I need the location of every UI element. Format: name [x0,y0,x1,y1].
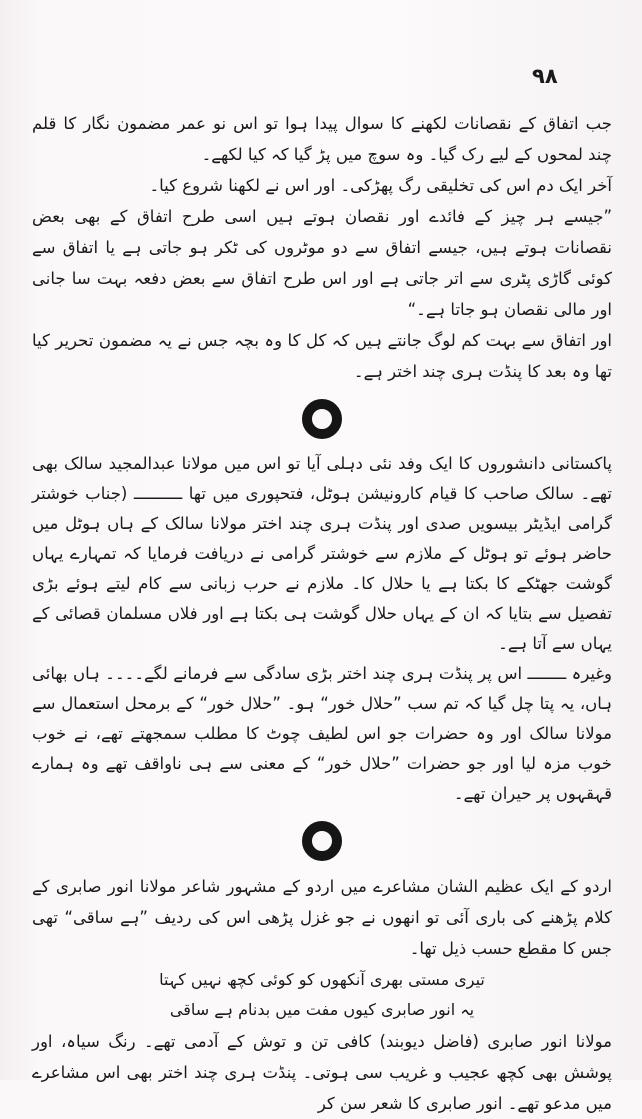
paragraph-halal-khor-punchline: وغیرہ ــــــــ اس پر پنڈت ہری چند اختر بڑی سادگی سے فرمانے لگے۔۔۔۔ ہاں بھائی ہاں، یہ پتا چل گیا کہ تم سب ”حلال خور“ ہو۔ ”حلال خور“ کے برمحل استعمال سے مولانا سالک اور وہ حضرات جو اس لطیف چوٹ کا مطلب سمجھتے تھے، نے خوب خوب مزہ لیا اور جو حضرات ”حلال خور“ کے معنی سے ہی ناواقف تھے وہ ہمارے قہقہوں پر حیران تھے۔ [32,664,612,803]
section-divider-ring-icon [302,399,342,439]
verse-line-2: یہ انور صابری کیوں مفت میں بدنام ہے ساقی [169,1000,475,1019]
paragraph-delegation-anecdote: پاکستانی دانشوروں کا ایک وفد نئی دہلی آیا تو اس میں مولانا عبدالمجید سالک بھی تھے۔ سالک صاحب کا قیام کارونیشن ہوٹل، فتحپوری میں تھا ــــــــــ (جناب خوشتر گرامی ایڈیٹر بیسویں صدی اور پنڈت ہری چند اختر مولانا سالک کے ہاں ہوٹل میں حاضر ہوئے تو ہوٹل کے ملازم سے خوشتر گرامی نے دریافت فرمایا کہ تمہارے یہاں گوشت جھٹکے کا بکتا ہے یا حلال کا۔ ملازم نے حرب زبانی سے کام لیتے ہوئے بڑی تفصیل سے بتایا کہ ان کے یہاں حلال گوشت ہی بکتا ہے اور فلاں مسلمان قصائی کے یہاں سے آتا ہے۔ [32,454,612,653]
paragraph-essay-intro: جب اتفاق کے نقصانات لکھنے کا سوال پیدا ہوا تو اس نو عمر مضمون نگار کا قلم چند لمحوں کے لیے رک گیا۔ وہ سوچ میں پڑ گیا کہ کیا لکھے۔ [32,114,612,164]
paragraph-essay-reveal: اور اتفاق سے بہت کم لوگ جانتے ہیں کہ کل کا وہ بچہ جس نے یہ مضمون تحریر کیا تھا وہ بعد کا پنڈت ہری چند اختر ہے۔ [32,331,612,381]
verse-line-1: تیری مستی بھری آنکھوں کو کوئی کچھ نہیں کہتا [159,970,485,989]
paragraph-mushaira-intro: اردو کے ایک عظیم الشان مشاعرے میں اردو کے مشہور شاعر مولانا انور صابری کے کلام پڑھنے کی باری آئی تو انھوں نے جو غزل پڑھی اس کی ردیف ”ہے ساقی“ تھی جس کا مقطع حسب ذیل تھا۔ [32,877,612,958]
page-number: ۹۸ [532,64,558,88]
paragraph-anwar-sabri: مولانا انور صابری (فاضل دیوبند) کافی تن و توش کے آدمی تھے۔ رنگ سیاہ، اور پوشش بھی کچھ عجیب و غریب سی ہوتی۔ پنڈت ہری چند اختر بھی اس مشاعرے میں مدعو تھے۔ انور صابری کا شعر سن کر [32,1032,612,1113]
section-divider-ring-icon [302,821,342,861]
paragraph-essay-quote: ”جیسے ہر چیز کے فائدے اور نقصان ہوتے ہیں اسی طرح اتفاق کے بھی بعض نقصانات ہوتے ہیں، جیسے اتفاق سے دو موٹروں کی ٹکر ہو جاتی ہے یا اتفاق سے کوئی گاڑی پٹری سے اتر جاتی ہے اور اس طرح اتفاق سے بعض دفعہ بہت سا جانی اور مالی نقصان ہو جاتا ہے۔“ [32,207,612,319]
page-content [32,108,612,1119]
paragraph-essay-start: آخر ایک دم اس کی تخلیقی رگ پھڑکی۔ اور اس نے لکھنا شروع کیا۔ [149,176,612,195]
